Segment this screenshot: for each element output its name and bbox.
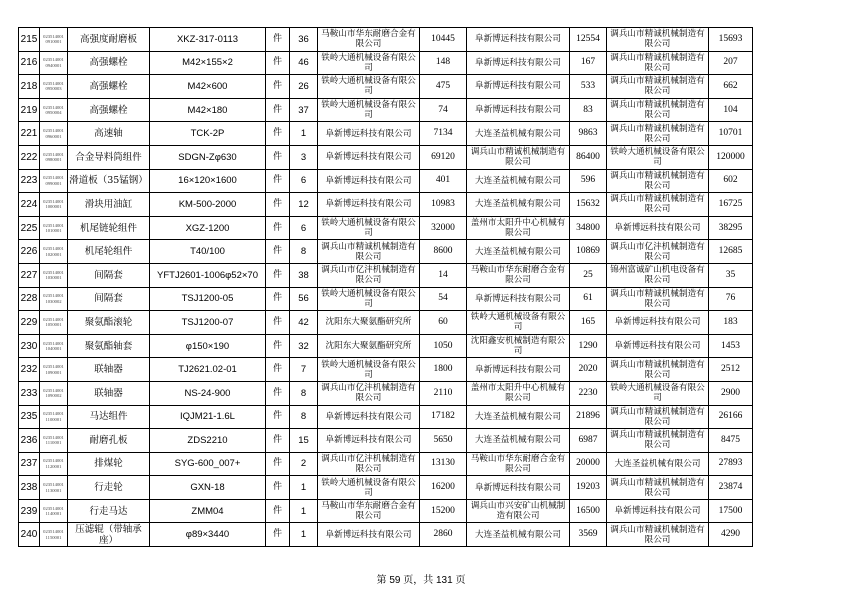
price-2-cell: 2230	[570, 381, 607, 405]
price-1-cell: 10445	[420, 28, 467, 52]
material-code-cell: 023514001 1090001	[40, 358, 68, 382]
quantity-cell: 3	[290, 145, 318, 169]
specification-cell: M42×155×2	[150, 51, 266, 75]
price-3-cell: 16725	[709, 193, 753, 217]
footer-middle: 页，共	[400, 575, 436, 586]
unit-cell: 件	[266, 28, 290, 52]
specification-cell: φ89×3440	[150, 523, 266, 547]
price-1-cell: 8600	[420, 240, 467, 264]
unit-cell: 件	[266, 287, 290, 311]
specification-cell: φ150×190	[150, 334, 266, 358]
table-row	[19, 499, 753, 523]
price-1-cell: 13130	[420, 452, 467, 476]
supplier-2-cell: 大连圣益机械有限公司	[467, 122, 570, 146]
supplier-3-cell: 调兵山市精诚机械制造有限公司	[607, 523, 709, 547]
unit-cell: 件	[266, 75, 290, 99]
material-name-cell: 滑道板（35锰钢）	[68, 169, 150, 193]
supplier-3-cell: 调兵山市精诚机械制造有限公司	[607, 169, 709, 193]
price-1-cell: 54	[420, 287, 467, 311]
row-number-cell: 219	[19, 98, 40, 122]
material-name-cell: 马达组件	[68, 405, 150, 429]
supplier-1-cell: 马鞍山市华东耐磨合金有限公司	[318, 28, 420, 52]
supplier-3-cell: 调兵山市精诚机械制造有限公司	[607, 193, 709, 217]
supplier-2-cell: 大连圣益机械有限公司	[467, 240, 570, 264]
price-3-cell: 8475	[709, 429, 753, 453]
material-name-cell: 联轴器	[68, 358, 150, 382]
price-2-cell: 19203	[570, 476, 607, 500]
unit-cell: 件	[266, 476, 290, 500]
quantity-cell: 42	[290, 311, 318, 335]
price-1-cell: 2110	[420, 381, 467, 405]
table-row	[19, 193, 753, 217]
quantity-cell: 15	[290, 429, 318, 453]
unit-cell: 件	[266, 405, 290, 429]
footer-suffix: 页	[452, 575, 466, 586]
price-2-cell: 533	[570, 75, 607, 99]
supplier-1-cell: 铁岭大通机械设备有限公司	[318, 358, 420, 382]
material-name-cell: 合金导料筒组件	[68, 145, 150, 169]
table-row	[19, 452, 753, 476]
supplier-3-cell: 调兵山市精诚机械制造有限公司	[607, 405, 709, 429]
table-row	[19, 240, 753, 264]
unit-cell: 件	[266, 358, 290, 382]
unit-cell: 件	[266, 429, 290, 453]
supplier-1-cell: 调兵山市亿沣机械制造有限公司	[318, 263, 420, 287]
quantity-cell: 8	[290, 405, 318, 429]
unit-cell: 件	[266, 240, 290, 264]
supplier-1-cell: 调兵山市亿沣机械制造有限公司	[318, 452, 420, 476]
row-number-cell: 226	[19, 240, 40, 264]
row-number-cell: 227	[19, 263, 40, 287]
material-code-cell: 023514001 1130001	[40, 476, 68, 500]
material-name-cell: 聚氨酯轴套	[68, 334, 150, 358]
price-2-cell: 2020	[570, 358, 607, 382]
quantity-cell: 26	[290, 75, 318, 99]
row-number-cell: 230	[19, 334, 40, 358]
material-name-cell: 机尾轮组件	[68, 240, 150, 264]
price-3-cell: 2512	[709, 358, 753, 382]
price-1-cell: 32000	[420, 216, 467, 240]
supplier-3-cell: 阜新博远科技有限公司	[607, 216, 709, 240]
table-row	[19, 381, 753, 405]
price-3-cell: 1453	[709, 334, 753, 358]
material-name-cell: 高强螺栓	[68, 51, 150, 75]
table-row	[19, 429, 753, 453]
specification-cell: IQJM21-1.6L	[150, 405, 266, 429]
supplier-2-cell: 阜新博远科技有限公司	[467, 51, 570, 75]
specification-cell: T40/100	[150, 240, 266, 264]
row-number-cell: 218	[19, 75, 40, 99]
row-number-cell: 233	[19, 381, 40, 405]
table-body	[19, 28, 753, 547]
material-name-cell: 高强度耐磨板	[68, 28, 150, 52]
table-row	[19, 476, 753, 500]
supplier-3-cell: 铁岭大通机械设备有限公司	[607, 145, 709, 169]
price-1-cell: 1800	[420, 358, 467, 382]
material-name-cell: 压滤辊（带轴承座）	[68, 523, 150, 547]
price-2-cell: 6987	[570, 429, 607, 453]
price-1-cell: 16200	[420, 476, 467, 500]
row-number-cell: 224	[19, 193, 40, 217]
price-3-cell: 27893	[709, 452, 753, 476]
supplier-2-cell: 阜新博远科技有限公司	[467, 28, 570, 52]
supplier-2-cell: 马鞍山市华东耐磨合金有限公司	[467, 263, 570, 287]
specification-cell: M42×180	[150, 98, 266, 122]
supplier-2-cell: 阜新博远科技有限公司	[467, 75, 570, 99]
table-row	[19, 169, 753, 193]
specification-cell: ZMM04	[150, 499, 266, 523]
price-2-cell: 167	[570, 51, 607, 75]
price-2-cell: 165	[570, 311, 607, 335]
supplier-1-cell: 阜新博远科技有限公司	[318, 523, 420, 547]
unit-cell: 件	[266, 499, 290, 523]
material-name-cell: 联轴器	[68, 381, 150, 405]
specification-cell: XKZ-317-0113	[150, 28, 266, 52]
supplier-2-cell: 沈阳鑫安机械制造有限公司	[467, 334, 570, 358]
material-name-cell: 高强螺栓	[68, 98, 150, 122]
price-3-cell: 10701	[709, 122, 753, 146]
specification-cell: SYG-600_007+	[150, 452, 266, 476]
quantity-cell: 32	[290, 334, 318, 358]
table-row	[19, 287, 753, 311]
supplier-2-cell: 调兵山市精诚机械制造有限公司	[467, 145, 570, 169]
supplier-1-cell: 阜新博远科技有限公司	[318, 405, 420, 429]
row-number-cell: 237	[19, 452, 40, 476]
price-3-cell: 15693	[709, 28, 753, 52]
price-comparison-table	[18, 27, 753, 547]
supplier-3-cell: 阜新博远科技有限公司	[607, 499, 709, 523]
price-2-cell: 596	[570, 169, 607, 193]
price-2-cell: 1290	[570, 334, 607, 358]
quantity-cell: 38	[290, 263, 318, 287]
material-code-cell: 023514001 1020001	[40, 240, 68, 264]
row-number-cell: 235	[19, 405, 40, 429]
price-2-cell: 20000	[570, 452, 607, 476]
specification-cell: TCK-2P	[150, 122, 266, 146]
row-number-cell: 223	[19, 169, 40, 193]
supplier-1-cell: 沈阳东大聚氨酯研究所	[318, 334, 420, 358]
material-name-cell: 行走马达	[68, 499, 150, 523]
material-code-cell: 023514001 0960001	[40, 122, 68, 146]
material-code-cell: 023514001 1150001	[40, 523, 68, 547]
price-1-cell: 17182	[420, 405, 467, 429]
material-code-cell: 023514001 0910001	[40, 28, 68, 52]
price-1-cell: 60	[420, 311, 467, 335]
specification-cell: TJ2621.02-01	[150, 358, 266, 382]
unit-cell: 件	[266, 381, 290, 405]
price-1-cell: 15200	[420, 499, 467, 523]
price-3-cell: 17500	[709, 499, 753, 523]
supplier-2-cell: 阜新博远科技有限公司	[467, 98, 570, 122]
specification-cell: YFTJ2601-1006φ52×70	[150, 263, 266, 287]
unit-cell: 件	[266, 311, 290, 335]
price-3-cell: 662	[709, 75, 753, 99]
material-name-cell: 行走轮	[68, 476, 150, 500]
material-code-cell: 023514001 0990001	[40, 169, 68, 193]
price-3-cell: 12685	[709, 240, 753, 264]
material-code-cell: 023514001 1100001	[40, 405, 68, 429]
price-2-cell: 3569	[570, 523, 607, 547]
price-3-cell: 120000	[709, 145, 753, 169]
material-name-cell: 耐磨孔板	[68, 429, 150, 453]
supplier-1-cell: 铁岭大通机械设备有限公司	[318, 216, 420, 240]
specification-cell: SDGN-Zφ630	[150, 145, 266, 169]
unit-cell: 件	[266, 452, 290, 476]
table-row	[19, 405, 753, 429]
material-name-cell: 滑块用油缸	[68, 193, 150, 217]
supplier-2-cell: 马鞍山市华东耐磨合金有限公司	[467, 452, 570, 476]
material-code-cell: 023514001 0950004	[40, 98, 68, 122]
price-2-cell: 15632	[570, 193, 607, 217]
supplier-1-cell: 阜新博远科技有限公司	[318, 169, 420, 193]
material-code-cell: 023514001 0940001	[40, 51, 68, 75]
price-3-cell: 2900	[709, 381, 753, 405]
supplier-3-cell: 调兵山市精诚机械制造有限公司	[607, 28, 709, 52]
table-row	[19, 122, 753, 146]
quantity-cell: 1	[290, 122, 318, 146]
specification-cell: TSJ1200-07	[150, 311, 266, 335]
footer-prefix: 第	[376, 575, 390, 586]
supplier-3-cell: 调兵山市精诚机械制造有限公司	[607, 358, 709, 382]
page-footer	[0, 571, 842, 586]
specification-cell: TSJ1200-05	[150, 287, 266, 311]
supplier-3-cell: 调兵山市精诚机械制造有限公司	[607, 75, 709, 99]
material-code-cell: 023514001 1030001	[40, 263, 68, 287]
specification-cell: 16×120×1600	[150, 169, 266, 193]
unit-cell: 件	[266, 334, 290, 358]
price-2-cell: 86400	[570, 145, 607, 169]
price-3-cell: 104	[709, 98, 753, 122]
material-name-cell: 间隔套	[68, 287, 150, 311]
row-number-cell: 238	[19, 476, 40, 500]
row-number-cell: 221	[19, 122, 40, 146]
specification-cell: KM-500-2000	[150, 193, 266, 217]
table-row	[19, 263, 753, 287]
price-2-cell: 12554	[570, 28, 607, 52]
quantity-cell: 6	[290, 216, 318, 240]
supplier-1-cell: 调兵山市亿沣机械制造有限公司	[318, 381, 420, 405]
material-code-cell: 023514001 1050001	[40, 311, 68, 335]
row-number-cell: 216	[19, 51, 40, 75]
supplier-1-cell: 铁岭大通机械设备有限公司	[318, 51, 420, 75]
supplier-3-cell: 调兵山市精诚机械制造有限公司	[607, 98, 709, 122]
current-page-number: 59	[389, 575, 401, 586]
quantity-cell: 1	[290, 523, 318, 547]
row-number-cell: 229	[19, 311, 40, 335]
price-1-cell: 401	[420, 169, 467, 193]
quantity-cell: 1	[290, 499, 318, 523]
quantity-cell: 2	[290, 452, 318, 476]
price-2-cell: 61	[570, 287, 607, 311]
unit-cell: 件	[266, 216, 290, 240]
supplier-3-cell: 阜新博远科技有限公司	[607, 334, 709, 358]
row-number-cell: 225	[19, 216, 40, 240]
price-1-cell: 148	[420, 51, 467, 75]
unit-cell: 件	[266, 263, 290, 287]
supplier-2-cell: 大连圣益机械有限公司	[467, 169, 570, 193]
unit-cell: 件	[266, 523, 290, 547]
row-number-cell: 236	[19, 429, 40, 453]
material-code-cell: 023514001 0980001	[40, 145, 68, 169]
quantity-cell: 1	[290, 476, 318, 500]
unit-cell: 件	[266, 193, 290, 217]
supplier-1-cell: 铁岭大通机械设备有限公司	[318, 476, 420, 500]
material-name-cell: 聚氨酯滚轮	[68, 311, 150, 335]
supplier-2-cell: 调兵山市兴安矿山机械制造有限公司	[467, 499, 570, 523]
supplier-2-cell: 大连圣益机械有限公司	[467, 523, 570, 547]
price-1-cell: 2860	[420, 523, 467, 547]
material-code-cell: 023514001 1040001	[40, 334, 68, 358]
quantity-cell: 7	[290, 358, 318, 382]
price-1-cell: 69120	[420, 145, 467, 169]
quantity-cell: 12	[290, 193, 318, 217]
supplier-1-cell: 铁岭大通机械设备有限公司	[318, 75, 420, 99]
material-code-cell: 023514001 1000001	[40, 193, 68, 217]
price-2-cell: 9863	[570, 122, 607, 146]
supplier-1-cell: 阜新博远科技有限公司	[318, 122, 420, 146]
quantity-cell: 36	[290, 28, 318, 52]
table-row	[19, 334, 753, 358]
price-1-cell: 74	[420, 98, 467, 122]
table-row	[19, 145, 753, 169]
material-name-cell: 排煤轮	[68, 452, 150, 476]
table-row	[19, 358, 753, 382]
specification-cell: GXN-18	[150, 476, 266, 500]
total-page-count: 131	[436, 575, 453, 586]
quantity-cell: 8	[290, 240, 318, 264]
table-row	[19, 98, 753, 122]
supplier-3-cell: 调兵山市精诚机械制造有限公司	[607, 122, 709, 146]
supplier-2-cell: 阜新博远科技有限公司	[467, 358, 570, 382]
supplier-3-cell: 调兵山市精诚机械制造有限公司	[607, 429, 709, 453]
supplier-1-cell: 阜新博远科技有限公司	[318, 145, 420, 169]
supplier-3-cell: 调兵山市亿沣机械制造有限公司	[607, 240, 709, 264]
table-row	[19, 311, 753, 335]
price-1-cell: 14	[420, 263, 467, 287]
material-code-cell: 023514001 0950003	[40, 75, 68, 99]
supplier-1-cell: 阜新博远科技有限公司	[318, 429, 420, 453]
specification-cell: M42×600	[150, 75, 266, 99]
row-number-cell: 239	[19, 499, 40, 523]
price-1-cell: 475	[420, 75, 467, 99]
price-3-cell: 183	[709, 311, 753, 335]
supplier-1-cell: 铁岭大通机械设备有限公司	[318, 287, 420, 311]
material-code-cell: 023514001 1120001	[40, 452, 68, 476]
quantity-cell: 8	[290, 381, 318, 405]
supplier-1-cell: 铁岭大通机械设备有限公司	[318, 98, 420, 122]
supplier-2-cell: 铁岭大通机械设备有限公司	[467, 311, 570, 335]
specification-cell: ZDS2210	[150, 429, 266, 453]
supplier-2-cell: 大连圣益机械有限公司	[467, 429, 570, 453]
supplier-2-cell: 盖州市太阳升中心机械有限公司	[467, 216, 570, 240]
price-2-cell: 34800	[570, 216, 607, 240]
material-code-cell: 023514001 1140001	[40, 499, 68, 523]
material-code-cell: 023514001 1110001	[40, 429, 68, 453]
supplier-3-cell: 铁岭大通机械设备有限公司	[607, 381, 709, 405]
row-number-cell: 222	[19, 145, 40, 169]
supplier-1-cell: 调兵山市精诚机械制造有限公司	[318, 240, 420, 264]
quantity-cell: 6	[290, 169, 318, 193]
price-3-cell: 207	[709, 51, 753, 75]
price-3-cell: 23874	[709, 476, 753, 500]
unit-cell: 件	[266, 122, 290, 146]
table-row	[19, 523, 753, 547]
price-1-cell: 5650	[420, 429, 467, 453]
quantity-cell: 37	[290, 98, 318, 122]
row-number-cell: 215	[19, 28, 40, 52]
supplier-3-cell: 调兵山市精诚机械制造有限公司	[607, 287, 709, 311]
supplier-3-cell: 锦州富诚矿山机电设备有限公司	[607, 263, 709, 287]
price-1-cell: 1050	[420, 334, 467, 358]
supplier-3-cell: 调兵山市精诚机械制造有限公司	[607, 476, 709, 500]
unit-cell: 件	[266, 98, 290, 122]
supplier-2-cell: 大连圣益机械有限公司	[467, 405, 570, 429]
unit-cell: 件	[266, 51, 290, 75]
specification-cell: XGZ-1200	[150, 216, 266, 240]
price-1-cell: 7134	[420, 122, 467, 146]
price-3-cell: 38295	[709, 216, 753, 240]
supplier-2-cell: 盖州市太阳升中心机械有限公司	[467, 381, 570, 405]
material-code-cell: 023514001 1030002	[40, 287, 68, 311]
supplier-2-cell: 阜新博远科技有限公司	[467, 476, 570, 500]
supplier-3-cell: 大连圣益机械有限公司	[607, 452, 709, 476]
unit-cell: 件	[266, 169, 290, 193]
row-number-cell: 232	[19, 358, 40, 382]
price-3-cell: 602	[709, 169, 753, 193]
supplier-1-cell: 阜新博远科技有限公司	[318, 193, 420, 217]
material-code-cell: 023514001 1090002	[40, 381, 68, 405]
table-row	[19, 75, 753, 99]
price-3-cell: 76	[709, 287, 753, 311]
supplier-3-cell: 调兵山市精诚机械制造有限公司	[607, 51, 709, 75]
supplier-2-cell: 大连圣益机械有限公司	[467, 193, 570, 217]
material-name-cell: 高强螺栓	[68, 75, 150, 99]
table-row	[19, 216, 753, 240]
price-3-cell: 35	[709, 263, 753, 287]
material-code-cell: 023514001 1010001	[40, 216, 68, 240]
quantity-cell: 56	[290, 287, 318, 311]
row-number-cell: 240	[19, 523, 40, 547]
table-row	[19, 51, 753, 75]
material-name-cell: 机尾链轮组件	[68, 216, 150, 240]
price-2-cell: 83	[570, 98, 607, 122]
specification-cell: NS-24-900	[150, 381, 266, 405]
price-2-cell: 21896	[570, 405, 607, 429]
supplier-3-cell: 阜新博远科技有限公司	[607, 311, 709, 335]
price-2-cell: 25	[570, 263, 607, 287]
quantity-cell: 46	[290, 51, 318, 75]
price-3-cell: 4290	[709, 523, 753, 547]
price-3-cell: 26166	[709, 405, 753, 429]
price-2-cell: 10869	[570, 240, 607, 264]
material-name-cell: 间隔套	[68, 263, 150, 287]
price-2-cell: 16500	[570, 499, 607, 523]
unit-cell: 件	[266, 145, 290, 169]
price-1-cell: 10983	[420, 193, 467, 217]
table-row	[19, 28, 753, 52]
row-number-cell: 228	[19, 287, 40, 311]
supplier-1-cell: 沈阳东大聚氨酯研究所	[318, 311, 420, 335]
supplier-1-cell: 马鞍山市华东耐磨合金有限公司	[318, 499, 420, 523]
supplier-2-cell: 阜新博远科技有限公司	[467, 287, 570, 311]
material-name-cell: 高速轴	[68, 122, 150, 146]
